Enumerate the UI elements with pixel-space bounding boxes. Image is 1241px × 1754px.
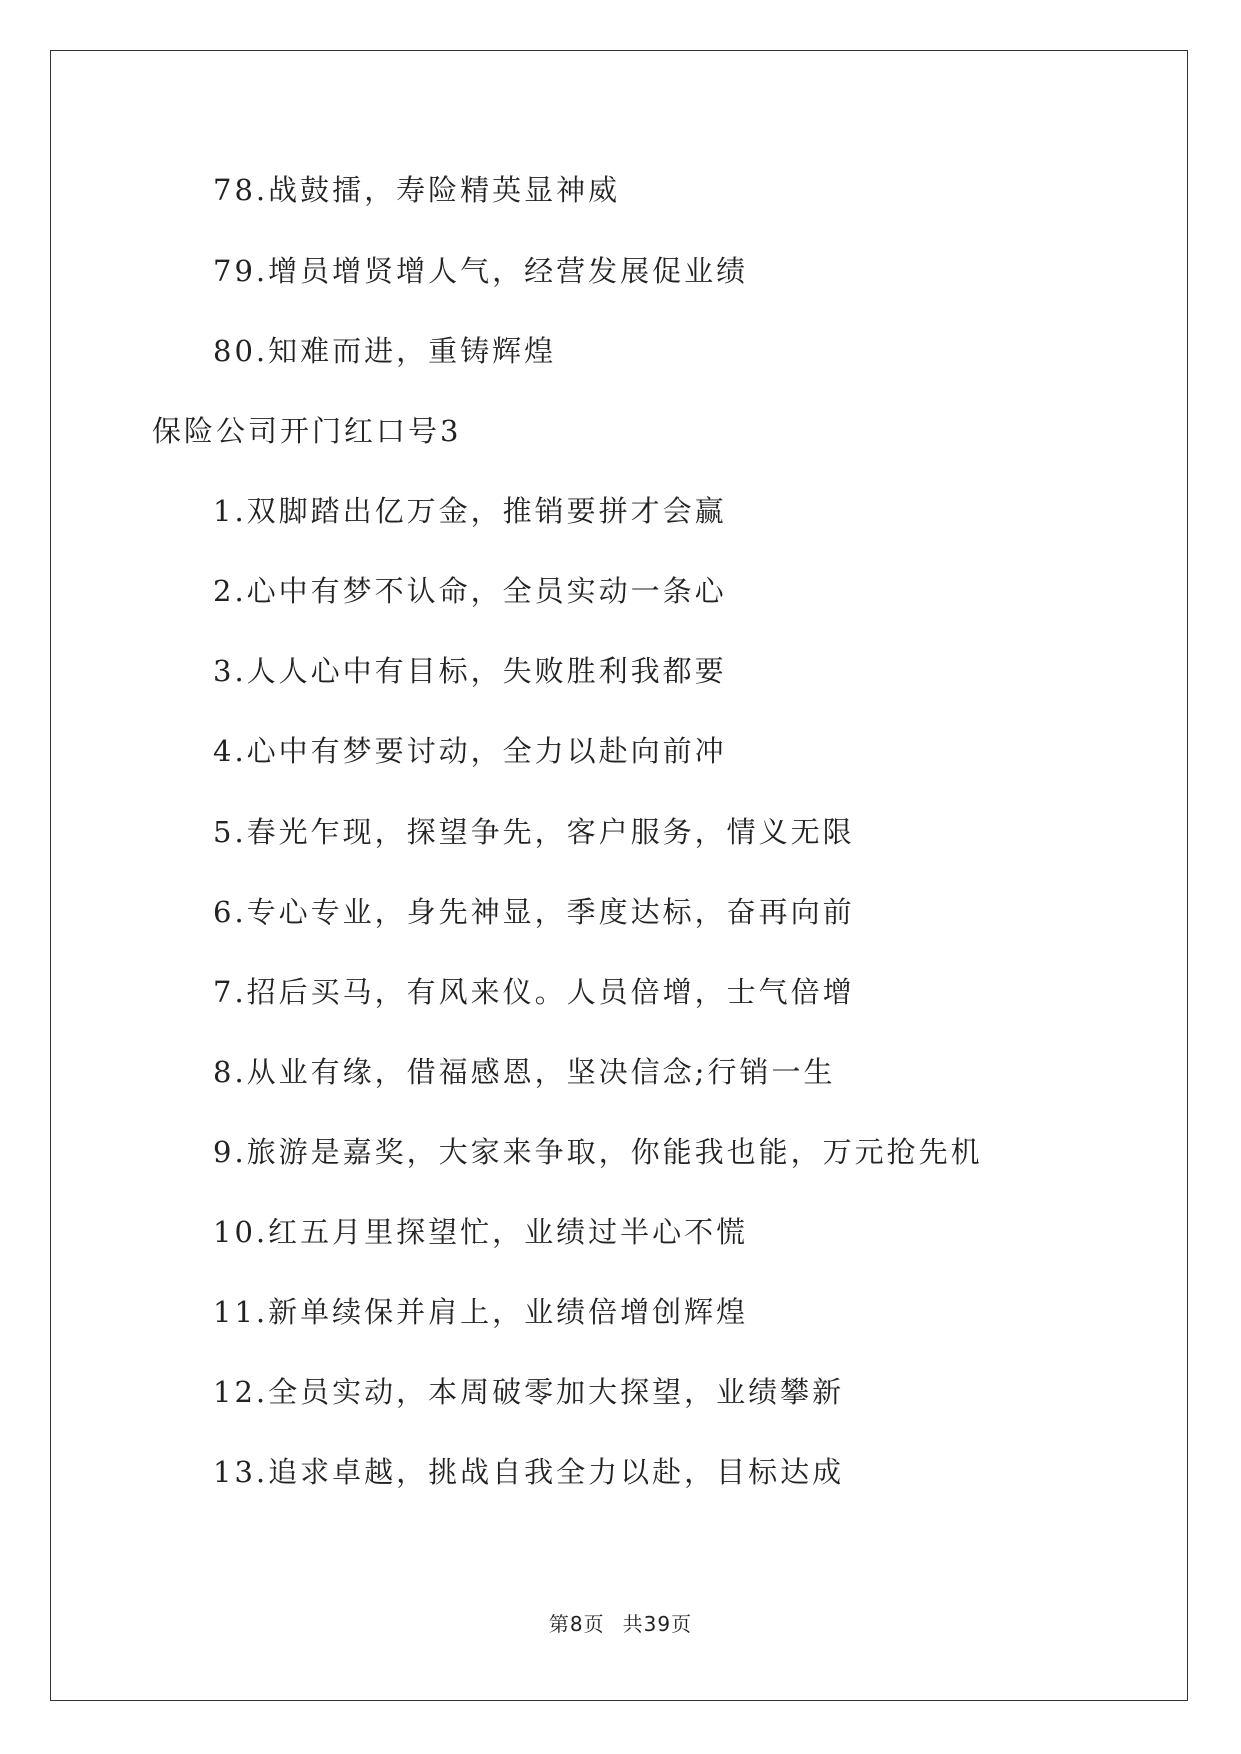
page-border bbox=[50, 50, 1188, 1701]
slogan-9: 9.旅游是嘉奖，大家来争取，你能我也能，万元抢先机 bbox=[213, 1135, 983, 1169]
slogan-79: 79.增员增贤增人气，经营发展促业绩 bbox=[213, 254, 749, 288]
slogan-11: 11.新单续保并肩上，业绩倍增创辉煌 bbox=[213, 1295, 749, 1329]
slogan-4: 4.心中有梦要讨动，全力以赴向前冲 bbox=[213, 734, 727, 768]
slogan-10: 10.红五月里探望忙，业绩过半心不慌 bbox=[213, 1215, 749, 1249]
slogan-2: 2.心中有梦不认命，全员实动一条心 bbox=[213, 574, 727, 608]
current-page-label: 第8页 bbox=[548, 1612, 605, 1636]
slogan-80: 80.知难而进，重铸辉煌 bbox=[213, 334, 557, 368]
section-heading: 保险公司开门红口号3 bbox=[152, 414, 462, 448]
slogan-8: 8.从业有缘，借福感恩，坚决信念;行销一生 bbox=[213, 1055, 836, 1089]
slogan-3: 3.人人心中有目标，失败胜利我都要 bbox=[213, 654, 727, 688]
slogan-78: 78.战鼓擂，寿险精英显神威 bbox=[213, 173, 621, 207]
slogan-6: 6.专心专业，身先神显，季度达标，奋再向前 bbox=[213, 895, 855, 929]
slogan-5: 5.春光乍现，探望争先，客户服务，情义无限 bbox=[213, 815, 855, 849]
page-footer bbox=[0, 1612, 1241, 1636]
slogan-1: 1.双脚踏出亿万金，推销要拼才会赢 bbox=[213, 494, 727, 528]
slogan-12: 12.全员实动，本周破零加大探望，业绩攀新 bbox=[213, 1375, 845, 1409]
total-pages-label: 共39页 bbox=[622, 1612, 693, 1636]
slogan-13: 13.追求卓越，挑战自我全力以赴，目标达成 bbox=[213, 1455, 845, 1489]
slogan-7: 7.招后买马，有风来仪。人员倍增，士气倍增 bbox=[213, 975, 855, 1009]
